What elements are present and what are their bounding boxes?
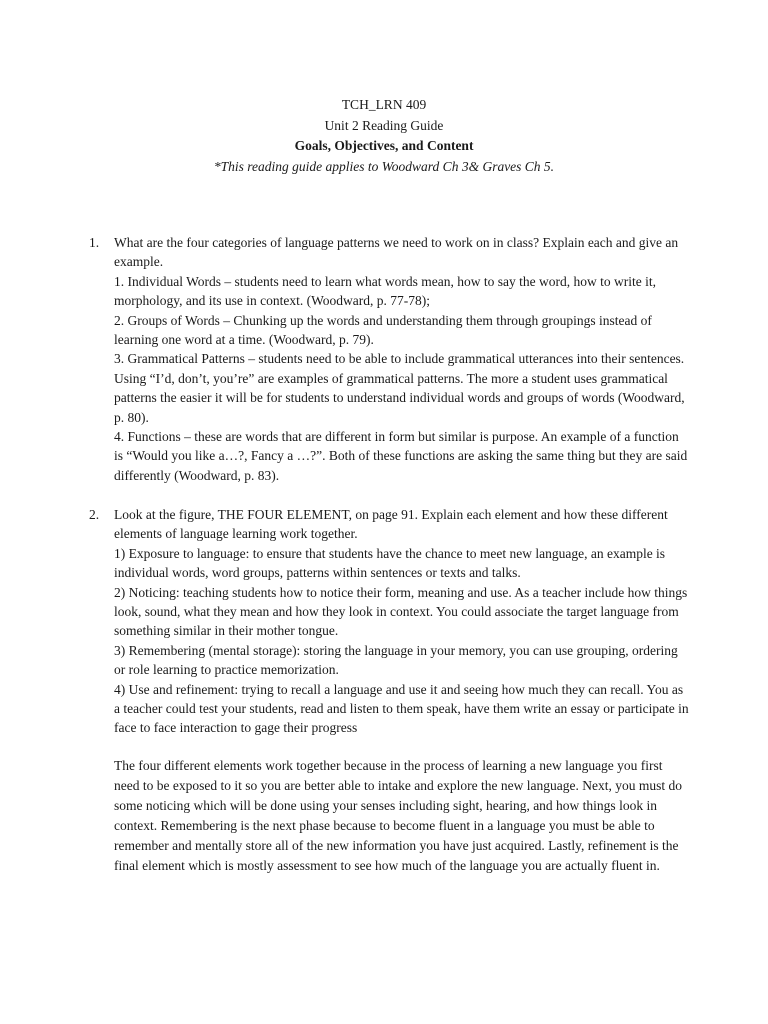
document-title: Goals, Objectives, and Content (294, 138, 474, 153)
answer-line: 2. Groups of Words – Chunking up the words and understanding them through groupings instead of learning one word at a time. (Woodward, p. 79). (114, 312, 652, 348)
document-header (0, 95, 768, 177)
answer-line: 1. Individual Words – students need to learn what words mean, how to say the word, how to write it, morphology, and its use in context. (Woodward, p. 77-78); (114, 273, 656, 309)
question-number: 2. (89, 507, 100, 522)
answer-line: 3) Remembering (mental storage): storing the language in your memory, you can use grouping, ordering or role learning to practice memorization. (114, 642, 678, 678)
question-body (114, 233, 689, 485)
answer-line: 3. Grammatical Patterns – students need to be able to include grammatical utterances into their sentences. Using “I’d, don’t, you’re” are examples of grammatical patterns. The more a student uses grammatical patterns the easier it will be for students to understand individual words and groups of words (Woodward, p. 80). (114, 351, 685, 425)
answer-line: 4) Use and refinement: trying to recall a language and use it and seeing how much they can recall. You as a teacher could test your students, read and listen to them speak, have them write an essay or participate in face to face interaction to gage their progress (114, 681, 689, 736)
answer-line: 4. Functions – these are words that are different in form but similar is purpose. An example of a function is “Would you like a…?, Fancy a …?”. Both of these functions are asking the same thing but they are said differently (Woodward, p. 83). (114, 429, 688, 483)
unit-title: Unit 2 Reading Guide (324, 117, 444, 133)
course-code: TCH_LRN 409 (341, 97, 427, 112)
question-prompt: Look at the figure, THE FOUR ELEMENT, on page 91. Explain each element and how these different elements of language learning work together. (114, 507, 668, 542)
answer-line: 1) Exposure to language: to ensure that students have the chance to meet new language, an example is individual words, word groups, patterns within sentences or texts and talks. (114, 545, 666, 581)
question-body (114, 505, 689, 738)
question-number: 1. (89, 235, 100, 250)
closing-paragraph: The four different elements work together because in the process of learning a new language you first need to be exposed to it so you are better able to intake and explore the new language. Next, you must do some noticing which will be done using your senses including sight, hearing, and how things look in context. Remembering is the next phase because to become fluent in a language you must be able to remember and mentally store all of the new information you have just acquired. Lastly, refinement is the final element which is mostly assessment to see how much of the language you are actually fluent in. (114, 758, 682, 873)
answer-line: 2) Noticing: teaching students how to notice their form, meaning and use. As a teacher include how things look, sound, what they mean and how they look in context. You could associate the target language from something similar in their mother tongue. (114, 584, 688, 639)
reading-note: *This reading guide applies to Woodward Ch 3& Graves Ch 5. (213, 158, 555, 174)
question-prompt: What are the four categories of language patterns we need to work on in class? Explain each and give an example. (114, 235, 679, 270)
